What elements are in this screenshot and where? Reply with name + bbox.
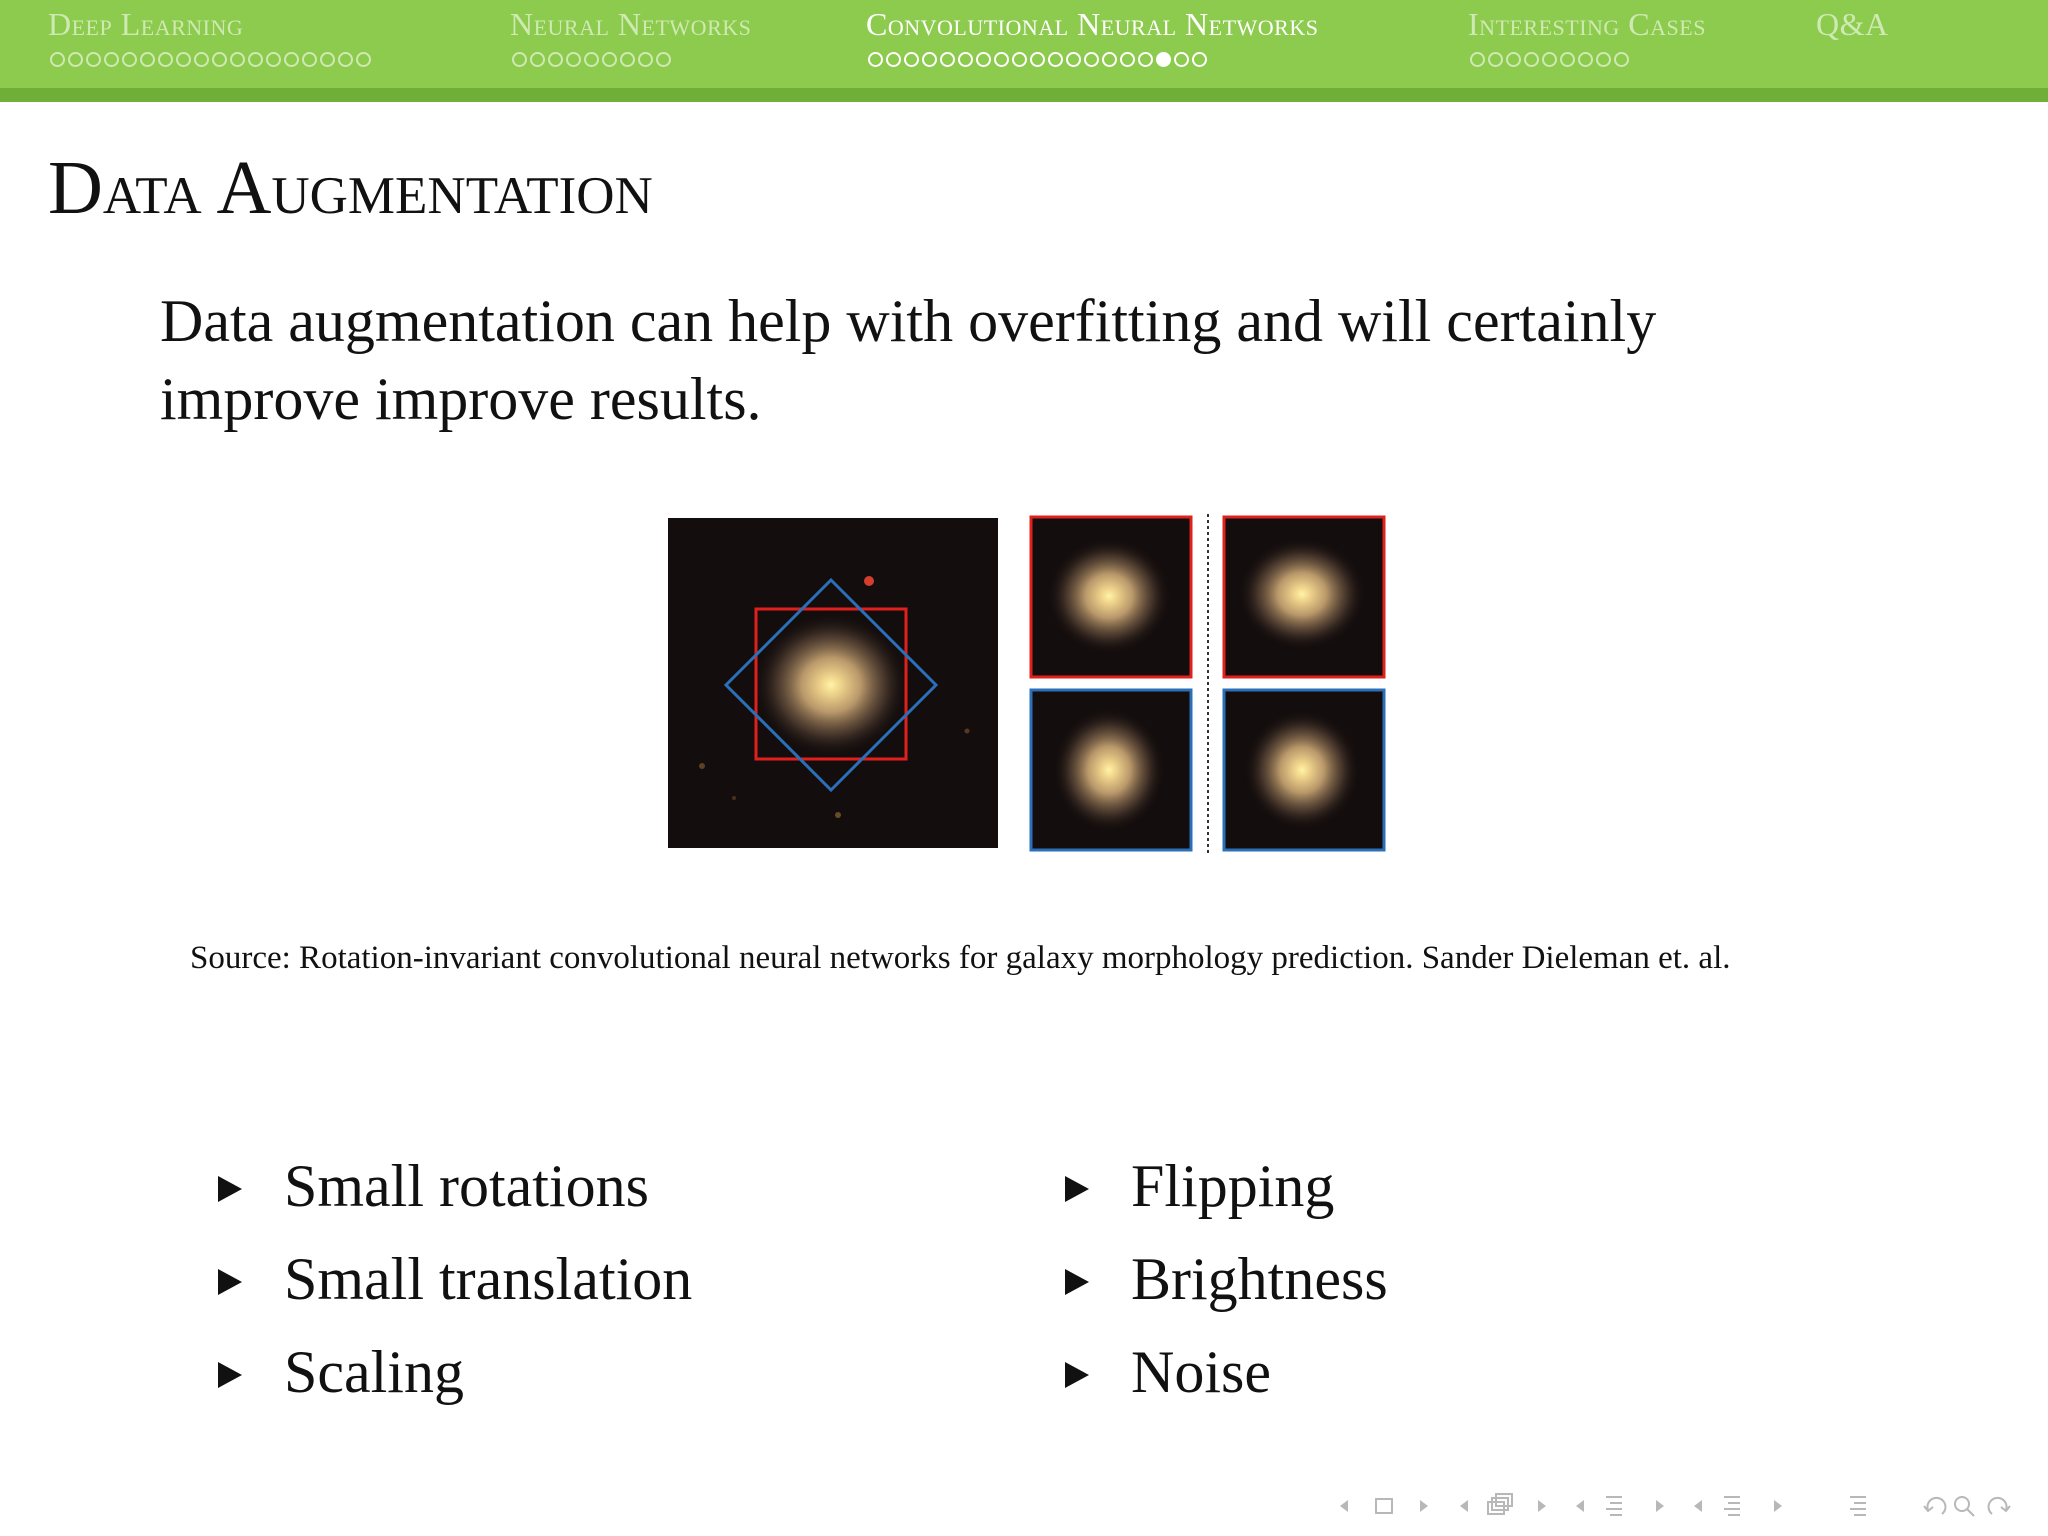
frame-dot[interactable] [922,52,937,67]
navigation-bar-bottom-strip [0,88,2048,102]
frame-icon[interactable] [1488,1494,1512,1514]
frame-dot[interactable] [194,52,209,67]
triangle-bullet-icon [218,1362,242,1388]
frame-dot[interactable] [86,52,101,67]
prev-slide-icon[interactable] [1340,1500,1348,1512]
crop-top-left [1031,517,1191,677]
frame-dot[interactable] [958,52,973,67]
frame-dot[interactable] [1470,52,1485,67]
frame-dot[interactable] [1506,52,1521,67]
frame-dot[interactable] [266,52,281,67]
list-item [1065,1140,1388,1233]
frame-dot[interactable] [886,52,901,67]
list-item-text: Small translation [284,1246,693,1312]
list-item-text: Small rotations [284,1153,649,1219]
list-item [218,1140,692,1233]
forward-icon[interactable] [1989,1498,2010,1514]
augmentation-list-right [1065,1140,1388,1419]
frame-dot[interactable] [638,52,653,67]
frame-dot[interactable] [994,52,1009,67]
frame-dot[interactable] [1542,52,1557,67]
nav-section-dots [1470,52,1629,67]
subsection-icon[interactable] [1606,1497,1622,1515]
nav-section-title[interactable]: Interesting Cases [1468,6,1706,42]
frame-dot[interactable] [1066,52,1081,67]
list-item-text: Scaling [284,1339,464,1405]
list-item [218,1326,692,1419]
nav-section-qa[interactable] [1816,6,1889,82]
frame-dot[interactable] [1614,52,1629,67]
augmentation-list-left [218,1140,692,1419]
frame-dot[interactable] [302,52,317,67]
slide-title: Data Augmentation [48,146,653,230]
frame-dot[interactable] [1524,52,1539,67]
frame-dot[interactable] [1048,52,1063,67]
frame-dot[interactable] [620,52,635,67]
prev-frame-icon[interactable] [1460,1500,1468,1512]
figure-source-caption: Source: Rotation-invariant convolutional neural networks for galaxy morphology prediction. Sander Dieleman et. al. [190,940,1731,976]
frame-dot[interactable] [656,52,671,67]
frame-dot[interactable] [320,52,335,67]
frame-dot[interactable] [1596,52,1611,67]
frame-dot[interactable] [548,52,563,67]
triangle-bullet-icon [218,1176,242,1202]
frame-dot[interactable] [1174,52,1189,67]
nav-section-neural-networks[interactable] [510,6,751,82]
prev-subsection-icon[interactable] [1576,1500,1584,1512]
frame-dot[interactable] [104,52,119,67]
crop-bottom-left [1031,690,1191,850]
next-frame-icon[interactable] [1538,1500,1546,1512]
nav-section-dots [50,52,371,67]
galaxy-augmentation-figure [668,514,1388,854]
frame-dot[interactable] [50,52,65,67]
section-navigation-bar [0,0,2048,88]
nav-section-deep-learning[interactable] [48,6,243,82]
prev-section-icon[interactable] [1694,1500,1702,1512]
frame-dot[interactable] [1012,52,1027,67]
frame-dot[interactable] [1488,52,1503,67]
main-galaxy-image [668,518,998,848]
frame-dot[interactable] [284,52,299,67]
triangle-bullet-icon [218,1269,242,1295]
nav-section-dots [512,52,671,67]
frame-dot[interactable] [230,52,245,67]
nav-section-interesting-cases[interactable] [1468,6,1706,82]
list-item-text: Flipping [1131,1153,1335,1219]
frame-dot[interactable] [1030,52,1045,67]
current-frame-dot[interactable] [1156,52,1171,67]
lead-paragraph: Data augmentation can help with overfitting and will certainly improve improve results. [160,288,1657,432]
frame-dot[interactable] [1120,52,1135,67]
frame-dot[interactable] [248,52,263,67]
frame-dot[interactable] [940,52,955,67]
frame-dot[interactable] [356,52,371,67]
frame-dot[interactable] [1138,52,1153,67]
nav-section-title[interactable]: Deep Learning [48,6,244,42]
frame-dot[interactable] [1192,52,1207,67]
search-icon[interactable] [1955,1497,1974,1516]
next-section-icon[interactable] [1774,1500,1782,1512]
frame-dot[interactable] [68,52,83,67]
frame-dot[interactable] [976,52,991,67]
frame-dot[interactable] [158,52,173,67]
frame-dot[interactable] [1560,52,1575,67]
frame-dot[interactable] [1102,52,1117,67]
nav-section-convolutional-neural-networks[interactable] [866,6,1318,82]
beamer-navigation-symbols [1330,1488,2030,1524]
frame-dot[interactable] [530,52,545,67]
frame-dot[interactable] [1084,52,1099,67]
frame-dot[interactable] [584,52,599,67]
frame-dot[interactable] [868,52,883,67]
crop-bottom-right [1224,690,1384,850]
back-icon[interactable] [1924,1498,1945,1514]
triangle-bullet-icon [1065,1362,1089,1388]
list-item-text: Noise [1131,1339,1271,1405]
nav-section-dots [868,52,1207,67]
list-item [218,1233,692,1326]
crop-top-right [1224,517,1384,677]
document-icon[interactable] [1850,1497,1866,1515]
list-item [1065,1326,1388,1419]
nav-section-title[interactable]: Q&A [1816,6,1889,42]
list-item [1065,1233,1388,1326]
frame-dot[interactable] [176,52,191,67]
section-icon[interactable] [1724,1497,1740,1515]
list-item-text: Brightness [1131,1246,1388,1312]
frame-dot[interactable] [602,52,617,67]
frame-dot[interactable] [122,52,137,67]
frame-dot[interactable] [512,52,527,67]
frame-dot[interactable] [1578,52,1593,67]
frame-dot[interactable] [140,52,155,67]
triangle-bullet-icon [1065,1176,1089,1202]
next-slide-icon[interactable] [1420,1500,1428,1512]
frame-dot[interactable] [212,52,227,67]
next-subsection-icon[interactable] [1656,1500,1664,1512]
triangle-bullet-icon [1065,1269,1089,1295]
frame-dot[interactable] [566,52,581,67]
nav-section-title[interactable]: Convolutional Neural Networks [866,6,1319,42]
nav-section-title[interactable]: Neural Networks [510,6,752,42]
frame-dot[interactable] [904,52,919,67]
slide-icon[interactable] [1376,1499,1392,1513]
frame-dot[interactable] [338,52,353,67]
